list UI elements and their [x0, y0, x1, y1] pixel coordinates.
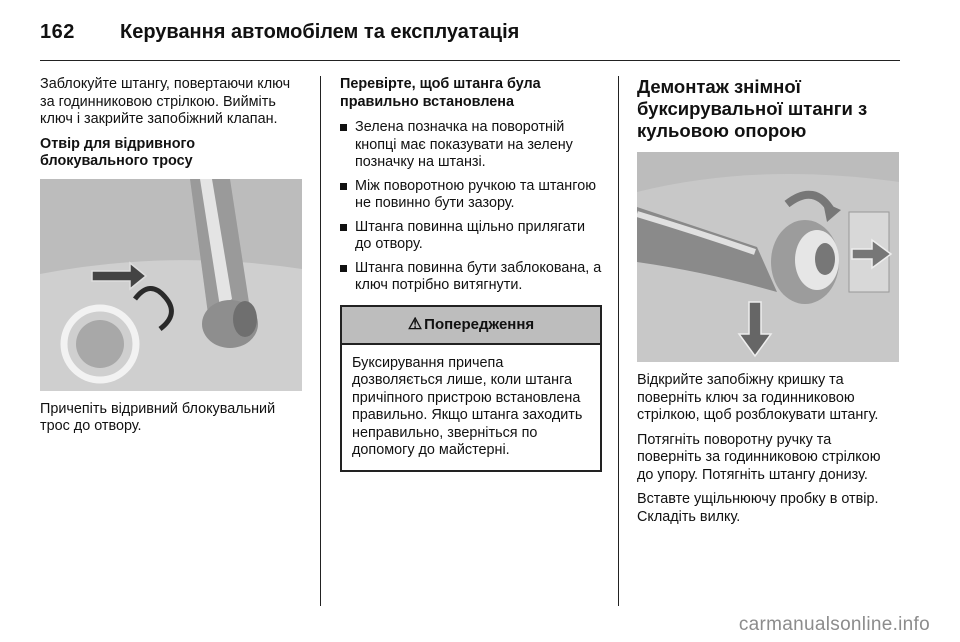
warning-triangle-icon: ⚠ — [407, 315, 423, 333]
figure-breakaway-cable-eye — [40, 179, 302, 391]
page-number: 162 — [40, 20, 75, 43]
col3-paragraph-1: Відкрийте запобіжну кришку та поверніть ключ за годинниковою стрілкою, щоб розблокувати штангу. — [637, 372, 879, 423]
list-item: Штанга повинна бути заблокована, а ключ потрібно витягнути. — [340, 260, 602, 295]
watermark: carmanualsonline.info — [738, 614, 930, 635]
list-item: Зелена позначка на поворотній кнопці має показувати на зелену позначку на штанзі. — [340, 119, 602, 172]
col3-title: Демонтаж знімної буксирувальної штанги з кульовою опорою — [637, 76, 868, 141]
col3-paragraph-2: Потягніть поворотну ручку та поверніть за годинниковою стрілкою до упору. Потягніть штангу донизу. — [637, 431, 881, 483]
column-3 — [637, 76, 899, 533]
page-title: Керування автомобілем та експлуатація — [120, 20, 520, 43]
header-rule — [40, 60, 900, 61]
page-header — [40, 12, 519, 52]
col2-subheading: Перевірте, щоб штанга була правильно встановлена — [340, 76, 541, 110]
bullet-square-icon — [340, 224, 347, 231]
warning-box — [340, 305, 602, 472]
col1-caption: Причепіть відривний блокувальний трос до отвору. — [40, 400, 276, 434]
column-2 — [340, 76, 602, 472]
col1-subheading: Отвір для відривного блокувального тросу — [40, 135, 196, 169]
check-list — [340, 119, 602, 295]
bullet-square-icon — [340, 183, 347, 190]
bullet-square-icon — [340, 124, 347, 131]
column-divider-2 — [618, 76, 619, 606]
warning-text: Буксирування причепа дозволяється лише, коли штанга причіпного пристрою встановлена правильно. Якщо штанга заходить неправильно, зверніться по допомогу до майстерні. — [352, 354, 583, 458]
column-1 — [40, 76, 302, 443]
warning-header — [342, 307, 600, 345]
list-item: Штанга повинна щільно прилягати до отвору. — [340, 219, 602, 254]
col3-paragraph-3: Вставте ущільнюючу пробку в отвір. Складіть вилку. — [637, 491, 879, 525]
col1-paragraph: Заблокуйте штангу, повертаючи ключ за годинниковою стрілкою. Вийміть ключ і закрийте запобіжний клапан. — [40, 76, 291, 127]
warning-title: Попередження — [424, 315, 535, 333]
list-item: Між поворотною ручкою та штангою не повинно бути зазору. — [340, 178, 602, 213]
column-divider-1 — [320, 76, 321, 606]
bullet-square-icon — [340, 265, 347, 272]
figure-tow-bar-removal — [637, 152, 899, 362]
